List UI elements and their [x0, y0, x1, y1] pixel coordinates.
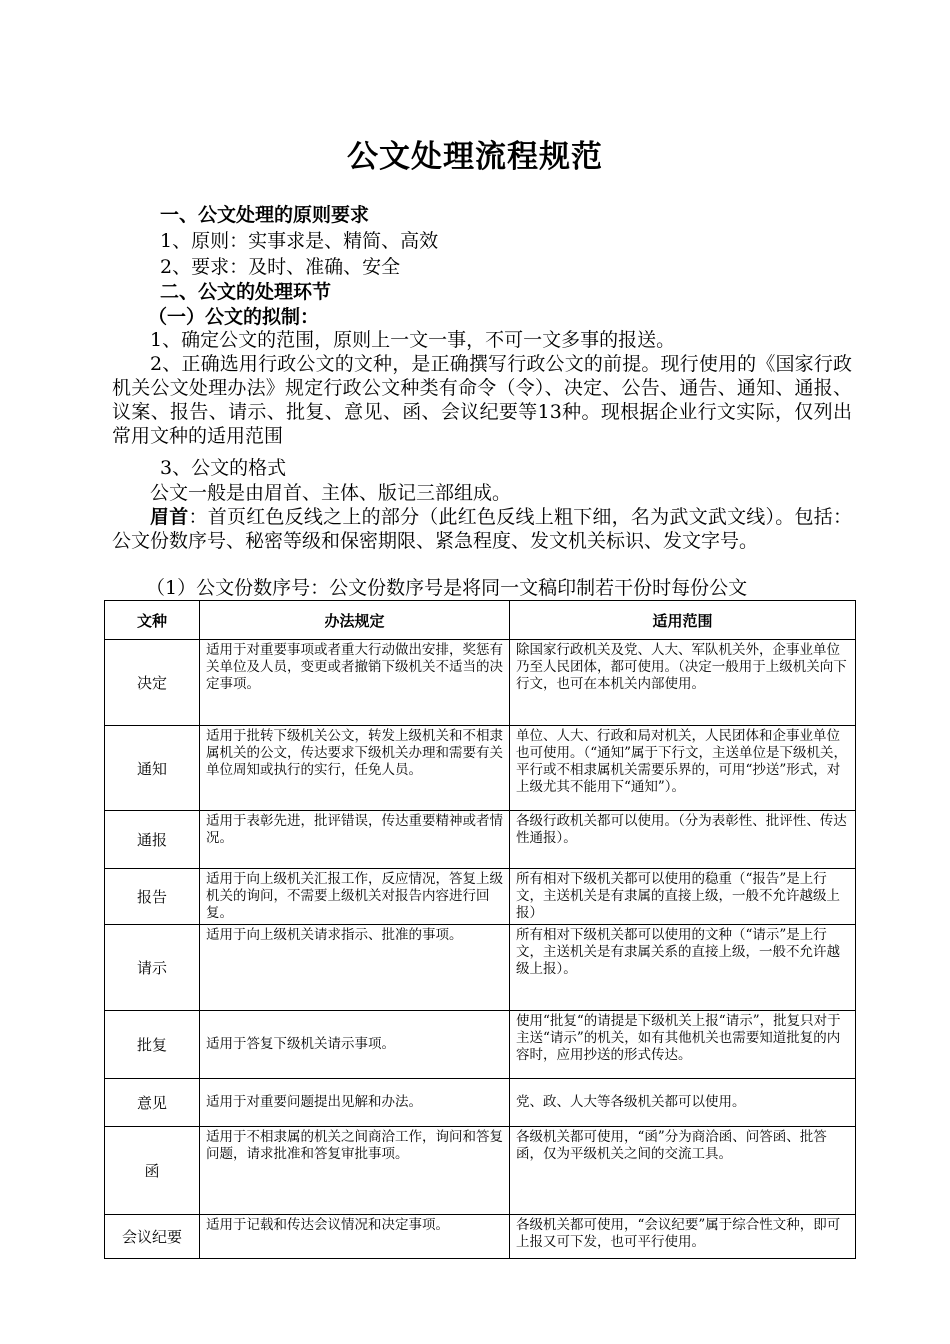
table-row — [105, 1215, 856, 1259]
table-row — [105, 811, 856, 869]
column-header-type: 文种 — [105, 601, 200, 640]
doc-type-cell: 通知 — [105, 726, 200, 811]
doc-type-cell: 决定 — [105, 640, 200, 726]
paragraph-format-composition: 公文一般是由眉首、主体、版记三部组成。 — [150, 482, 512, 504]
scope-cell: 所有相对下级机关都可以使用的文种（“请示”是上行文，主送机关是有隶属关系的直接上级，一般不允许越级上报）。 — [510, 925, 856, 1011]
header-description: ：首页红色反线之上的部分（此红色反线上粗下细，名为武文武文线）。包括：公文份数序号、秘密等级和保密期限、紧急程度、发文机关标识、发文字号。 — [112, 506, 852, 552]
table-row — [105, 869, 856, 925]
document-types-table — [104, 600, 856, 1259]
paragraph-copy-number: （1）公文份数序号：公文份数序号是将同一文稿印制若干份时每份公文 — [146, 577, 748, 599]
doc-type-cell: 通报 — [105, 811, 200, 869]
rule-cell: 适用于对重要事项或者重大行动做出安排，奖惩有关单位及人员，变更或者撤销下级机关不适当的决定事项。 — [200, 640, 510, 726]
document-title: 公文处理流程规范 — [347, 139, 603, 175]
header-term: 眉首 — [150, 506, 189, 528]
scope-cell: 党、政、人大等各级机关都可以使用。 — [510, 1079, 856, 1127]
scope-cell: 各级机关都可使用，“会议纪要”属于综合性文种，即可上报又可下发，也可平行使用。 — [510, 1215, 856, 1259]
rule-cell: 适用于批转下级机关公文，转发上级机关和不相隶属机关的公文，传达要求下级机关办理和需要有关单位周知或执行的实行，任免人员。 — [200, 726, 510, 811]
rule-cell: 适用于向上级机关汇报工作，反应情况，答复上级机关的询问，不需要上级机关对报告内容进行回复。 — [200, 869, 510, 925]
rule-cell: 适用于对重要问题提出见解和办法。 — [200, 1079, 510, 1127]
requirement-item: 2、要求：及时、准确、安全 — [160, 256, 401, 278]
table-row — [105, 640, 856, 726]
paragraph-doc-types: 2、正确选用行政公文的文种，是正确撰写行政公文的前提。现行使用的《国家行政机关公文处理办法》规定行政公文种类有命令（令）、决定、公告、通告、通知、通报、议案、报告、请示、批复、意见、函、会议纪要等13种。现根据企业行文实际，仅列出常用文种的适用范围 — [112, 353, 852, 447]
scope-cell: 使用“批复“的请提是下级机关上报“请示”，批复只对于主送“请示”的机关，如有其他机关也需要知道批复的内容时，应用抄送的形式传达。 — [510, 1011, 856, 1079]
doc-type-cell: 函 — [105, 1127, 200, 1215]
scope-cell: 所有相对下级机关都可以使用的稳重（“报告”是上行文，主送机关是有隶属的直接上级，一般不允许越级上报） — [510, 869, 856, 925]
column-header-rule: 办法规定 — [200, 601, 510, 640]
doc-type-cell: 会议纪要 — [105, 1215, 200, 1259]
rule-cell: 适用于表彰先进，批评错误，传达重要精神或者情况。 — [200, 811, 510, 869]
principle-item: 1、原则：实事求是、精简、高效 — [160, 230, 439, 252]
subsection-drafting-heading: （一）公文的拟制： — [148, 306, 320, 328]
paragraph-format-heading: 3、公文的格式 — [160, 457, 287, 479]
doc-type-cell: 请示 — [105, 925, 200, 1011]
doc-type-cell: 报告 — [105, 869, 200, 925]
section-1-heading: 一、公文处理的原则要求 — [160, 204, 370, 226]
paragraph-header-definition — [112, 505, 852, 553]
table-row — [105, 1127, 856, 1215]
scope-cell: 各级机关都可使用，“函”分为商洽函、问答函、批答函，仅为平级机关之间的交流工具。 — [510, 1127, 856, 1215]
doc-type-cell: 意见 — [105, 1079, 200, 1127]
scope-cell: 单位、人大、行政和局对机关，人民团体和企事业单位也可使用。（“通知”属于下行文，主送单位是下级机关，平行或不相隶属机关需要乐界的，可用“抄送”形式，对上级尤其不能用下“通知”）。 — [510, 726, 856, 811]
table-row — [105, 726, 856, 811]
table-header-row — [105, 601, 856, 640]
rule-cell: 适用于记载和传达会议情况和决定事项。 — [200, 1215, 510, 1259]
paragraph-scope: 1、确定公文的范围，原则上一文一事，不可一文多事的报送。 — [150, 329, 676, 351]
doc-type-cell: 批复 — [105, 1011, 200, 1079]
rule-cell: 适用于不相隶属的机关之间商洽工作，询问和答复问题，请求批准和答复审批事项。 — [200, 1127, 510, 1215]
scope-cell: 除国家行政机关及党、人大、军队机关外，企事业单位乃至人民团体，都可使用。（决定一般用于上级机关向下行文，也可在本机关内部使用。 — [510, 640, 856, 726]
table-row — [105, 1079, 856, 1127]
scope-cell: 各级行政机关都可以使用。（分为表彰性、批评性、传达性通报）。 — [510, 811, 856, 869]
section-2-heading: 二、公文的处理环节 — [160, 281, 332, 303]
table-row — [105, 1011, 856, 1079]
rule-cell: 适用于答复下级机关请示事项。 — [200, 1011, 510, 1079]
table-row — [105, 925, 856, 1011]
column-header-scope: 适用范围 — [510, 601, 856, 640]
rule-cell: 适用于向上级机关请求指示、批准的事项。 — [200, 925, 510, 1011]
